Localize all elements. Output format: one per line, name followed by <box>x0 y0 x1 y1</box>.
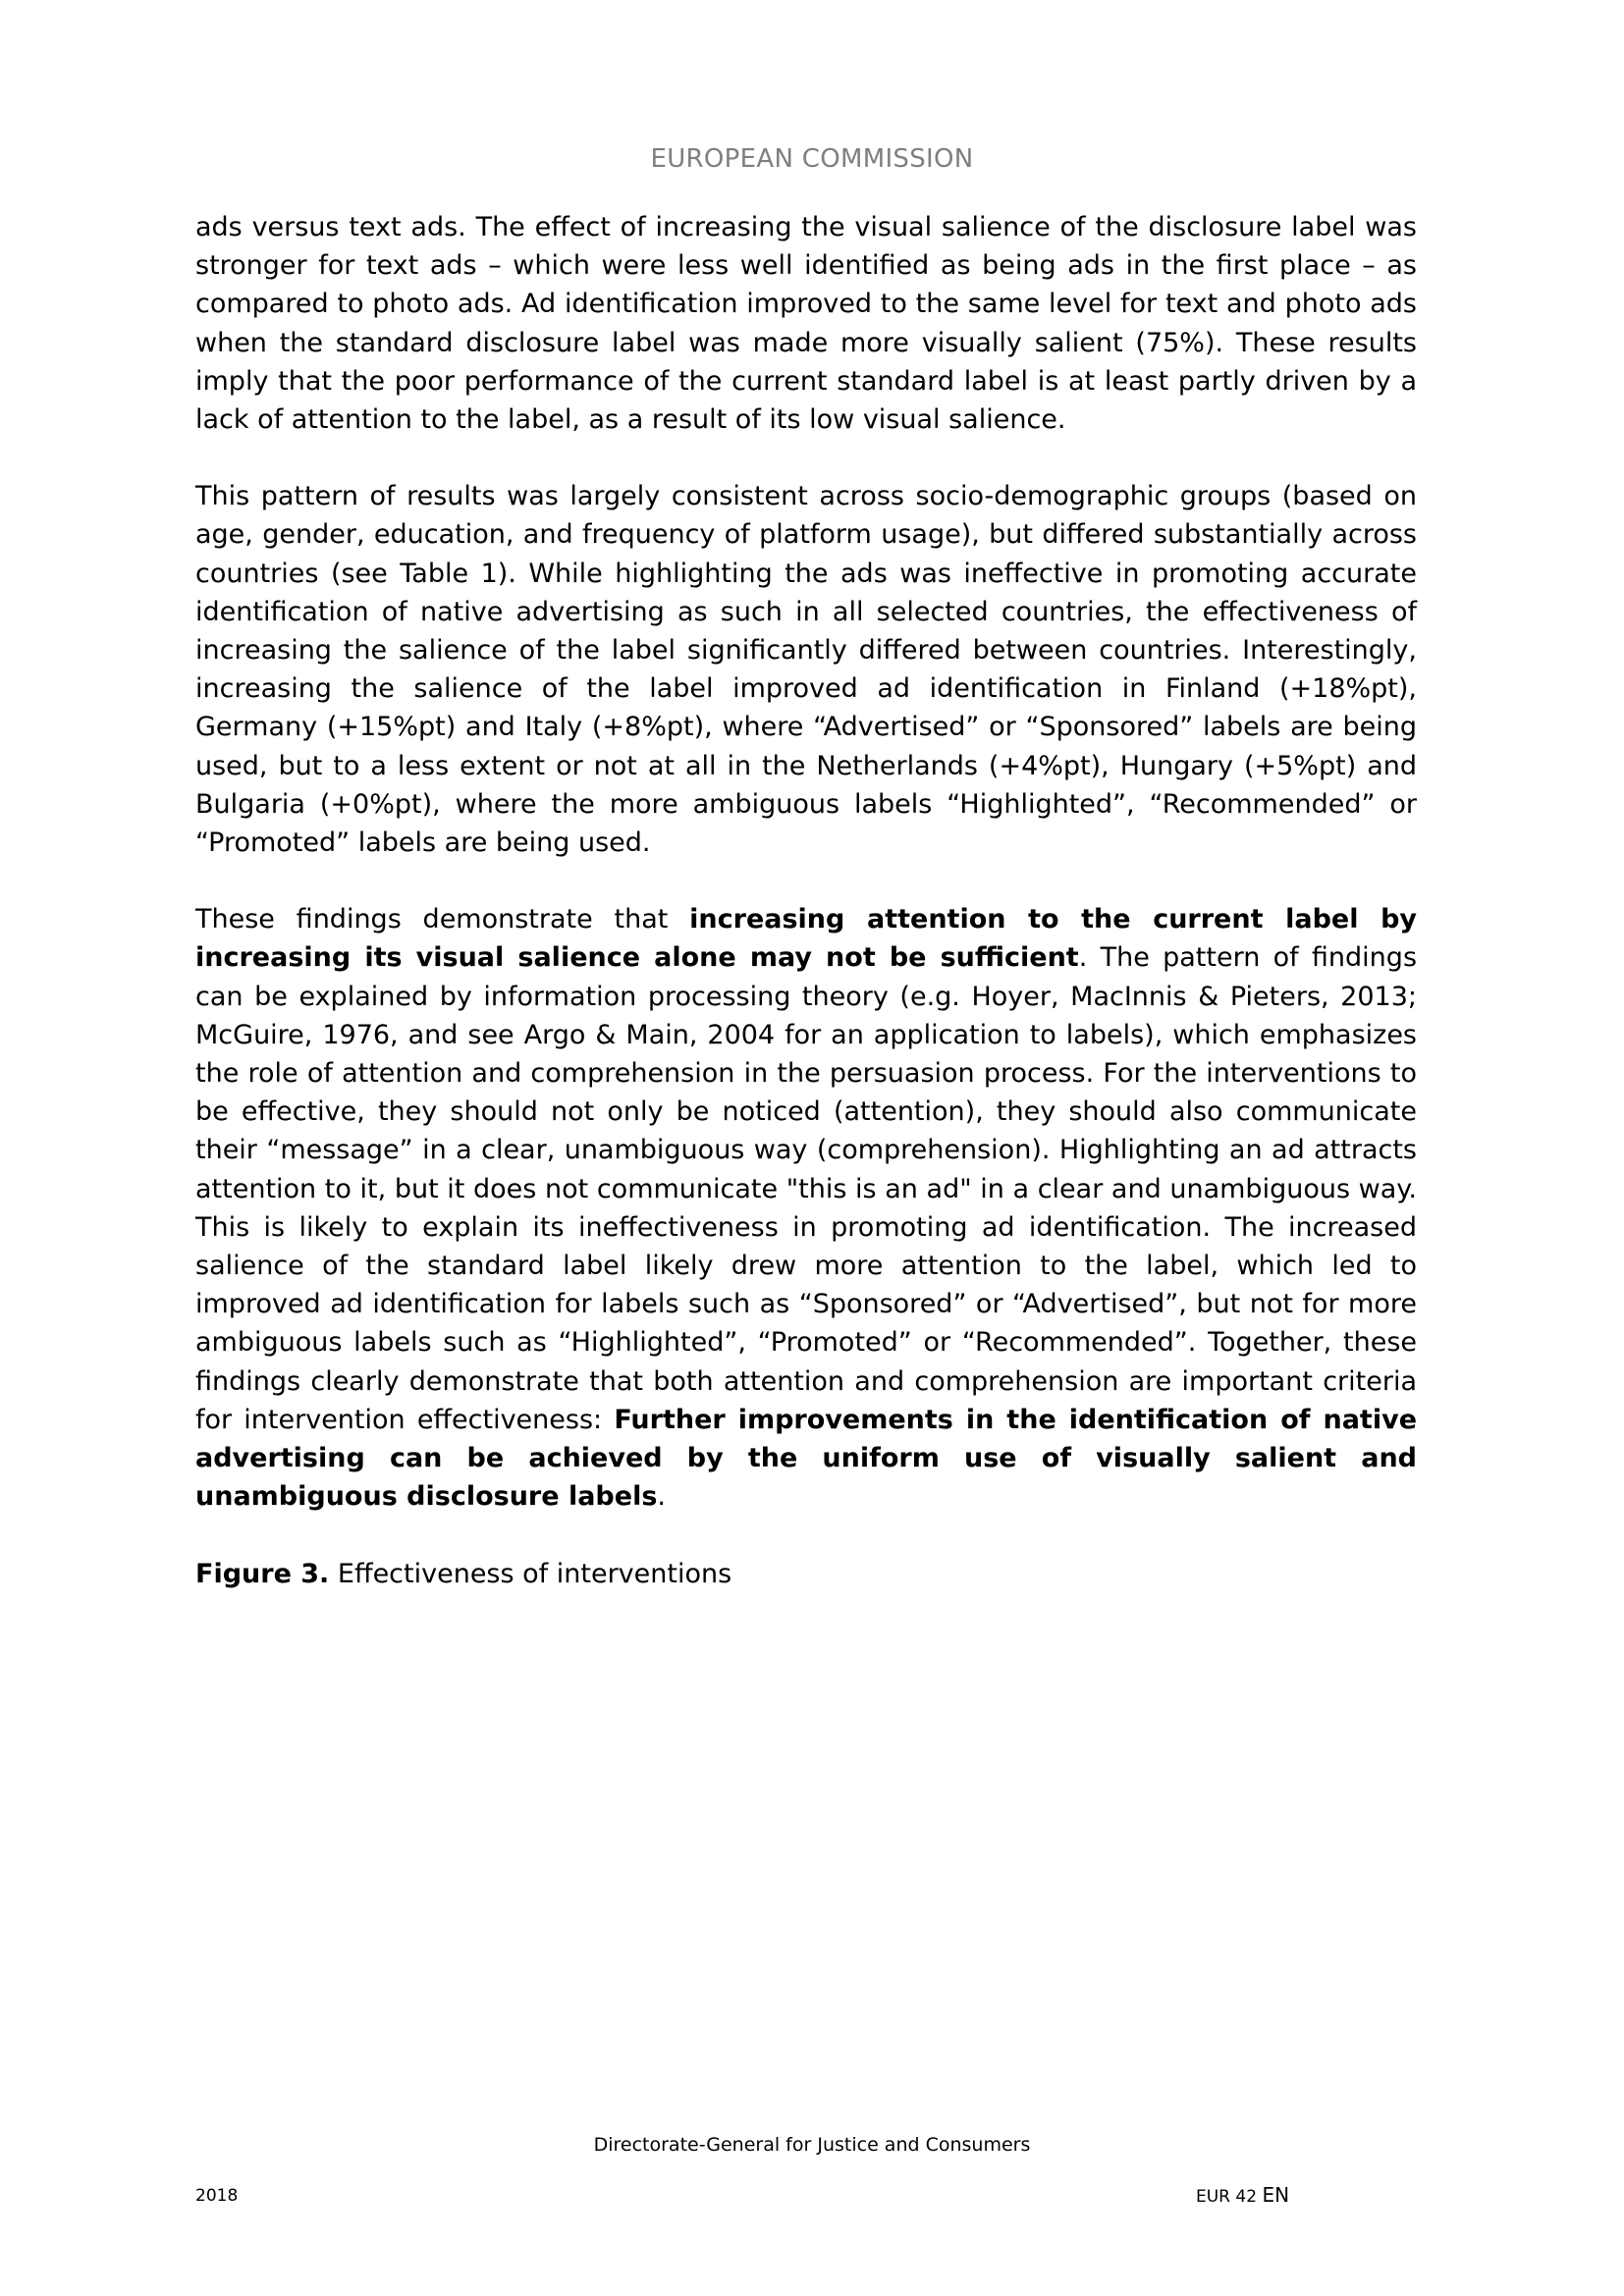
emphasis-insufficient-salience: increasing attention to the current label by increasing its visual salience alone may not be sufficient <box>195 904 1418 974</box>
paragraph-3 <box>195 900 1417 1516</box>
footer-code-suffix: EN <box>1262 2183 1290 2207</box>
paragraph-3-start: These findings demonstrate that <box>195 904 690 935</box>
paragraph-3-end: . <box>657 1481 666 1513</box>
paragraph-1: ads versus text ads. The effect of increasing the visual salience of the disclosure label was stronger for text ads – which were less well identified as being ads in the first place – as compared to photo ads. Ad identification improved to the same level for text and photo ads when the standard disclosure label was made more visually salient (75%). These results imply that the poor performance of the current standard label is at least partly driven by a lack of attention to the label, as a result of its low visual salience. <box>195 212 1417 436</box>
footer-directorate: Directorate-General for Justice and Consumers <box>593 2134 1031 2156</box>
figure-label: Figure 3. <box>195 1558 330 1589</box>
footer-code-prefix: EUR 42 <box>1196 2187 1263 2207</box>
body-text <box>195 208 1417 1631</box>
footer-doc-code <box>1196 2183 1289 2207</box>
footer-year: 2018 <box>195 2186 239 2206</box>
figure-caption <box>195 1555 1417 1593</box>
page-header: EUROPEAN COMMISSION <box>650 144 974 174</box>
paragraph-2: This pattern of results was largely consistent across socio-demographic groups (based on age, gender, education, and frequency of platform usage), but differed substantially across countries (see Table 1). While highlighting the ads was ineffective in promoting accurate identification of native advertising as such in all selected countries, the effectiveness of increasing the salience of the label significantly differed between countries. Interestingly, increasing the salience of the label improved ad identification in Finland (+18%pt), Germany (+15%pt) and Italy (+8%pt), where “Advertised” or “Sponsored” labels are being used, but to a less extent or not at all in the Netherlands (+4%pt), Hungary (+5%pt) and Bulgaria (+0%pt), where the more ambiguous labels “Highlighted”, “Recommended” or “Promoted” labels are being used. <box>195 481 1417 859</box>
figure-caption-text: Effectiveness of interventions <box>329 1558 732 1589</box>
emphasis-conclusion: Further improvements in the identification of native advertising can be achieved by the uniform use of visually salient and unambiguous disclosure labels <box>195 1404 1418 1513</box>
paragraph-3-middle: . The pattern of findings can be explained by information processing theory (e.g. Hoyer, MacInnis & Pieters, 2013; McGuire, 1976, and see Argo & Main, 2004 for an application to labels), which emphasizes the role of attention and comprehension in the persuasion process. For the interventions to be effective, they should not only be noticed (attention), they should also communicate their “message” in a clear, unambiguous way (comprehension). Highlighting an ad attracts attention to it, but it does not communicate "this is an ad" in a clear and unambiguous way. This is likely to explain its ineffectiveness in promoting ad identification. The increased salience of the standard label likely drew more attention to the label, which led to improved ad identification for labels such as “Sponsored” or “Advertised”, but not for more ambiguous labels such as “Highlighted”, “Promoted” or “Recommended”. Together, these findings clearly demonstrate that both attention and comprehension are important criteria for intervention effectiveness: <box>195 942 1418 1435</box>
